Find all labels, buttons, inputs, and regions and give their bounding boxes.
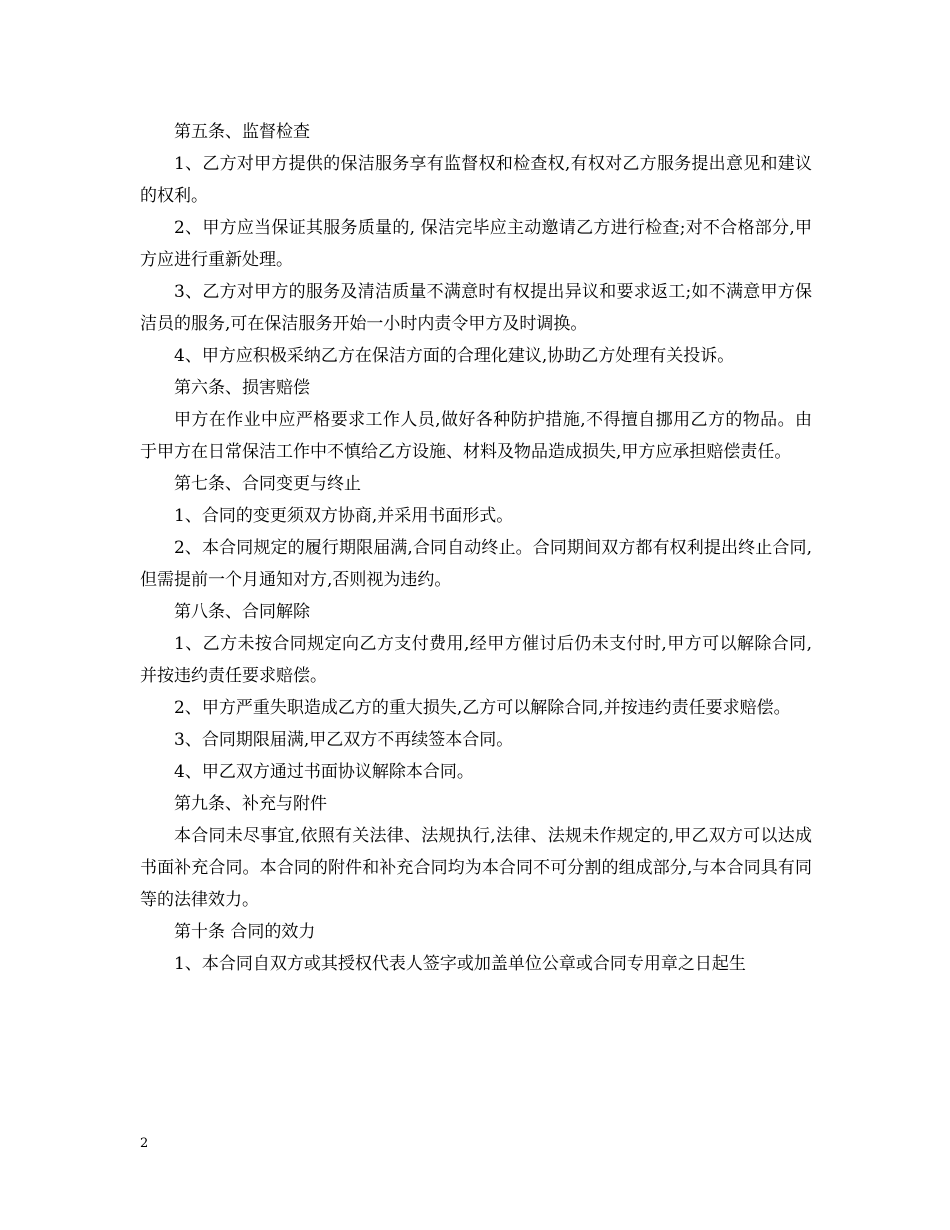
paragraph: 1、合同的变更须双方协商,并采用书面形式。 [174, 506, 514, 526]
paragraph: 2、甲方应当保证其服务质量的, 保洁完毕应主动邀请乙方进行检查;对不合格部分,甲方应进行重新处理。 [140, 218, 812, 270]
paragraph: 3、合同期限届满,甲乙双方不再续签本合同。 [174, 730, 514, 750]
section-heading-10: 第十条 合同的效力 [174, 922, 316, 942]
paragraph: 本合同未尽事宜,依照有关法律、法规执行,法律、法规未作规定的,甲乙双方可以达成书面补充合同。本合同的附件和补充合同均为本合同不可分割的组成部分,与本合同具有同等的法律效力。 [140, 826, 812, 910]
section-heading-9: 第九条、补充与附件 [174, 794, 327, 814]
paragraph: 3、乙方对甲方的服务及清洁质量不满意时有权提出异议和要求返工;如不满意甲方保洁员的服务,可在保洁服务开始一小时内责令甲方及时调换。 [140, 282, 812, 334]
paragraph: 4、甲方应积极采纳乙方在保洁方面的合理化建议,协助乙方处理有关投诉。 [174, 346, 735, 366]
paragraph: 1、本合同自双方或其授权代表人签字或加盖单位公章或合同专用章之日起生 [174, 954, 746, 974]
page-number: 2 [140, 1136, 149, 1151]
document-body [140, 116, 812, 980]
section-heading-7: 第七条、合同变更与终止 [174, 474, 361, 494]
paragraph: 2、本合同规定的履行期限届满,合同自动终止。合同期间双方都有权利提出终止合同,但需提前一个月通知对方,否则视为违约。 [140, 538, 812, 590]
section-heading-6: 第六条、损害赔偿 [174, 378, 310, 398]
section-heading-5: 第五条、监督检查 [174, 122, 310, 142]
paragraph: 2、甲方严重失职造成乙方的重大损失,乙方可以解除合同,并按违约责任要求赔偿。 [174, 698, 791, 718]
paragraph: 1、乙方未按合同规定向乙方支付费用,经甲方催讨后仍未支付时,甲方可以解除合同,并按违约责任要求赔偿。 [140, 634, 812, 686]
paragraph: 4、甲乙双方通过书面协议解除本合同。 [174, 762, 474, 782]
paragraph: 1、乙方对甲方提供的保洁服务享有监督权和检查权,有权对乙方服务提出意见和建议的权利。 [140, 154, 812, 206]
section-heading-8: 第八条、合同解除 [174, 602, 310, 622]
paragraph: 甲方在作业中应严格要求工作人员,做好各种防护措施,不得擅自挪用乙方的物品。由于甲方在日常保洁工作中不慎给乙方设施、材料及物品造成损失,甲方应承担赔偿责任。 [140, 410, 812, 462]
